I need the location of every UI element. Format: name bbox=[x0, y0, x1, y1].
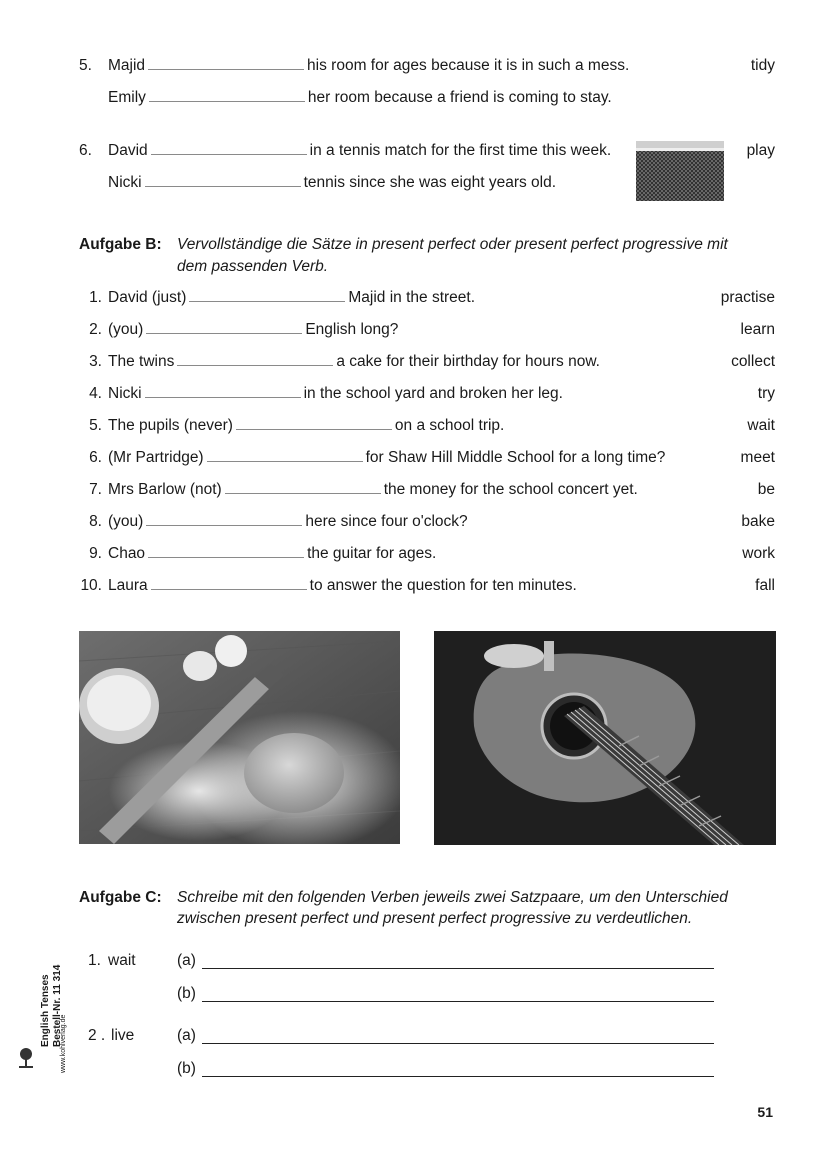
b-item-verb: try bbox=[757, 385, 775, 402]
a5-line1 bbox=[108, 57, 629, 75]
answer-blank[interactable] bbox=[207, 449, 363, 462]
answer-blank[interactable] bbox=[146, 321, 302, 334]
b-item-before: The pupils (never) bbox=[108, 417, 233, 434]
c2-a-label: (a) bbox=[177, 1027, 196, 1044]
b-item-after: here since four o'clock? bbox=[305, 513, 468, 530]
b-item-after: for Shaw Hill Middle School for a long time? bbox=[365, 449, 666, 466]
aufgabe-c-instruction-2: zwischen present perfect und present perfect progressive zu verdeutlichen. bbox=[177, 910, 693, 927]
b-item-number: 5. bbox=[89, 417, 102, 434]
a6-line1-subject: David bbox=[108, 142, 148, 159]
aufgabe-c-instruction-1: Schreibe mit den folgenden Verben jeweils zwei Satzpaare, um den Unterschied bbox=[177, 889, 728, 906]
answer-blank[interactable] bbox=[225, 481, 381, 494]
b-item-after: Majid in the street. bbox=[348, 289, 476, 306]
b-item-after: in the school yard and broken her leg. bbox=[303, 385, 563, 402]
b-item-before: Chao bbox=[108, 545, 146, 562]
c2-verb: live bbox=[111, 1027, 135, 1044]
publisher-logo bbox=[16, 1047, 36, 1069]
c2-b-answer-line[interactable] bbox=[202, 1076, 714, 1077]
a6-number: 6. bbox=[79, 142, 92, 159]
publisher-url: www.kohlverlag.de bbox=[60, 1014, 67, 1073]
a6-line2-rest: tennis since she was eight years old. bbox=[303, 174, 557, 191]
b-item-number: 4. bbox=[89, 385, 102, 402]
tree-icon bbox=[16, 1047, 36, 1069]
a6-line2-subject: Nicki bbox=[108, 174, 142, 191]
baking-photo bbox=[79, 631, 400, 844]
aufgabe-b-label: Aufgabe B: bbox=[79, 236, 162, 253]
aufgabe-b-instruction-2: dem passenden Verb. bbox=[177, 258, 329, 275]
answer-blank[interactable] bbox=[189, 289, 345, 302]
b-item-sentence bbox=[108, 481, 638, 499]
a6-line1 bbox=[108, 142, 611, 160]
b-item-sentence bbox=[108, 321, 398, 339]
b-item-after: the money for the school concert yet. bbox=[383, 481, 638, 498]
guitar-photo bbox=[434, 631, 776, 845]
b-item-after: on a school trip. bbox=[394, 417, 505, 434]
a6-line2 bbox=[108, 174, 556, 192]
answer-blank[interactable] bbox=[151, 142, 307, 155]
c1-b-answer-line[interactable] bbox=[202, 1001, 714, 1002]
answer-blank[interactable] bbox=[151, 577, 307, 590]
a5-line2 bbox=[108, 89, 612, 107]
c1-b-label: (b) bbox=[177, 985, 196, 1002]
b-item-sentence bbox=[108, 545, 436, 563]
publisher-sidebar bbox=[14, 915, 74, 1075]
b-item-verb: bake bbox=[741, 513, 775, 530]
a5-number: 5. bbox=[79, 57, 92, 74]
a5-line2-rest: her room because a friend is coming to stay. bbox=[307, 89, 612, 106]
b-item-after: the guitar for ages. bbox=[307, 545, 437, 562]
sidebar-order-number: Bestell-Nr. 11 314 bbox=[52, 964, 63, 1047]
tennis-net-image bbox=[636, 141, 724, 201]
b-item-number: 9. bbox=[89, 545, 102, 562]
b-item-number: 7. bbox=[89, 481, 102, 498]
b-item-before: Mrs Barlow (not) bbox=[108, 481, 222, 498]
b-item-sentence bbox=[108, 449, 665, 467]
b-item-before: David (just) bbox=[108, 289, 187, 306]
b-item-before: Laura bbox=[108, 577, 148, 594]
sidebar-title: English Tenses bbox=[40, 974, 51, 1047]
b-item-number: 3. bbox=[89, 353, 102, 370]
b-item-before: (you) bbox=[108, 513, 144, 530]
answer-blank[interactable] bbox=[177, 353, 333, 366]
c2-number: 2 . bbox=[88, 1027, 106, 1044]
aufgabe-b-instruction-1: Vervollständige die Sätze in present perfect oder present perfect progressive mit bbox=[177, 236, 728, 253]
a6-verb: play bbox=[746, 142, 775, 159]
a5-line1-subject: Majid bbox=[108, 57, 146, 74]
answer-blank[interactable] bbox=[236, 417, 392, 430]
b-item-verb: collect bbox=[731, 353, 775, 370]
b-item-sentence bbox=[108, 577, 577, 595]
b-item-number: 8. bbox=[89, 513, 102, 530]
b-item-verb: meet bbox=[740, 449, 775, 466]
c1-a-answer-line[interactable] bbox=[202, 968, 714, 969]
b-item-number: 6. bbox=[89, 449, 102, 466]
b-item-after: to answer the question for ten minutes. bbox=[309, 577, 577, 594]
b-item-verb: practise bbox=[720, 289, 775, 306]
answer-blank[interactable] bbox=[145, 174, 301, 187]
answer-blank[interactable] bbox=[145, 385, 301, 398]
c2-a-answer-line[interactable] bbox=[202, 1043, 714, 1044]
a6-line1-rest: in a tennis match for the first time this week. bbox=[309, 142, 612, 159]
b-item-verb: learn bbox=[740, 321, 775, 338]
b-item-before: The twins bbox=[108, 353, 175, 370]
answer-blank[interactable] bbox=[148, 545, 304, 558]
c1-a-label: (a) bbox=[177, 952, 196, 969]
b-item-sentence bbox=[108, 289, 475, 307]
b-item-before: (you) bbox=[108, 321, 144, 338]
answer-blank[interactable] bbox=[148, 57, 304, 70]
a5-line1-rest: his room for ages because it is in such a mess. bbox=[307, 57, 630, 74]
page-number: 51 bbox=[757, 1104, 773, 1120]
b-item-verb: fall bbox=[755, 577, 775, 594]
c1-number: 1. bbox=[88, 952, 101, 969]
a5-verb: tidy bbox=[750, 57, 775, 74]
b-item-verb: wait bbox=[747, 417, 775, 434]
b-item-sentence bbox=[108, 417, 504, 435]
c1-verb: wait bbox=[108, 952, 136, 969]
c2-b-label: (b) bbox=[177, 1060, 196, 1077]
b-item-number: 1. bbox=[89, 289, 102, 306]
b-item-sentence bbox=[108, 385, 563, 403]
b-item-number: 10. bbox=[80, 577, 102, 594]
b-item-before: Nicki bbox=[108, 385, 142, 402]
a5-line2-subject: Emily bbox=[108, 89, 146, 106]
b-item-after: English long? bbox=[305, 321, 399, 338]
b-item-verb: work bbox=[742, 545, 775, 562]
answer-blank[interactable] bbox=[146, 513, 302, 526]
b-item-number: 2. bbox=[89, 321, 102, 338]
answer-blank[interactable] bbox=[149, 89, 305, 102]
b-item-after: a cake for their birthday for hours now. bbox=[336, 353, 600, 370]
b-item-sentence bbox=[108, 353, 600, 371]
b-item-verb: be bbox=[757, 481, 775, 498]
aufgabe-c-label: Aufgabe C: bbox=[79, 889, 162, 906]
b-item-sentence bbox=[108, 513, 468, 531]
b-item-before: (Mr Partridge) bbox=[108, 449, 204, 466]
